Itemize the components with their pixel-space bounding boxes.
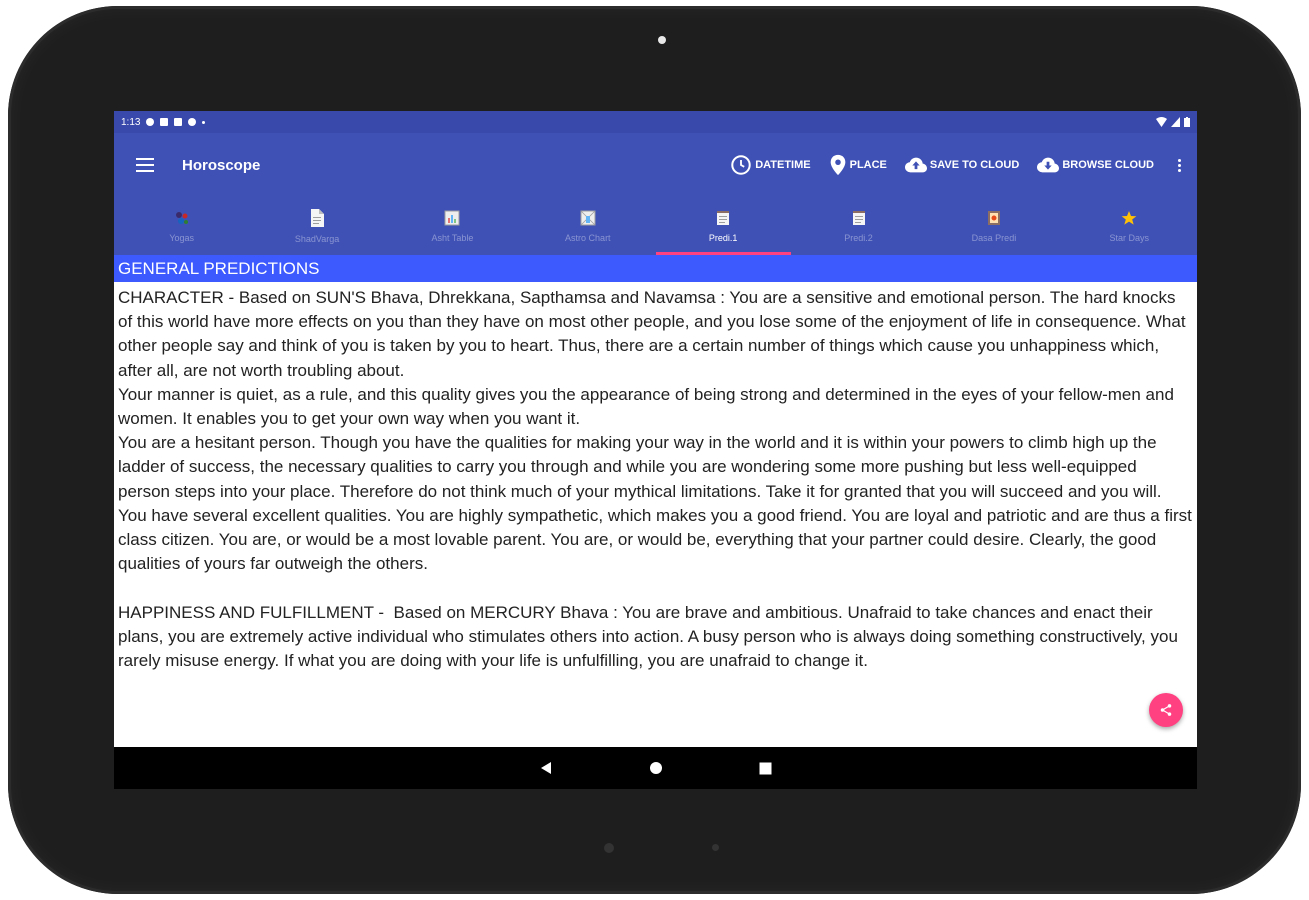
app-bar: [114, 133, 1197, 197]
status-bar: [114, 111, 1197, 133]
clock-icon: [730, 154, 752, 176]
menu-icon[interactable]: [136, 158, 154, 172]
predictions-content[interactable]: [114, 255, 1197, 747]
back-triangle-icon: [539, 761, 553, 775]
more-notifications-icon: [202, 121, 205, 124]
notepad-icon: [851, 210, 867, 226]
save-to-cloud-button[interactable]: [905, 157, 1019, 173]
tab-star-days[interactable]: [1062, 197, 1197, 255]
location-pin-icon: [829, 154, 847, 176]
tab-dasa-predi[interactable]: [926, 197, 1061, 255]
recents-square-icon: [759, 762, 772, 775]
place-button[interactable]: [829, 154, 887, 176]
document-icon: [309, 209, 325, 227]
tab-label: Star Days: [1109, 232, 1150, 243]
back-button[interactable]: [534, 756, 558, 780]
tab-label: Dasa Predi: [971, 232, 1017, 243]
battery-icon: [1184, 117, 1190, 127]
tab-label: ShadVarga: [294, 233, 340, 244]
save-to-cloud-label: SAVE TO CLOUD: [929, 159, 1020, 171]
tab-shadvarga[interactable]: [249, 197, 384, 255]
signal-icon: [1171, 117, 1180, 127]
section-header: GENERAL PREDICTIONS: [114, 255, 1197, 282]
table-chart-icon: [444, 210, 460, 226]
notification-icon: [160, 118, 168, 126]
book-icon: [986, 210, 1002, 226]
browse-cloud-label: BROWSE CLOUD: [1062, 159, 1154, 171]
device-screen: [114, 111, 1197, 789]
notification-icon: [188, 118, 196, 126]
notification-icon: [146, 118, 154, 126]
tab-asht-table[interactable]: [385, 197, 520, 255]
share-icon: [1159, 703, 1173, 717]
tab-bar: [114, 197, 1197, 255]
yogas-icon: [174, 210, 190, 226]
tab-label: Predi.2: [844, 232, 873, 243]
tab-yogas[interactable]: [114, 197, 249, 255]
astro-chart-icon: [580, 210, 596, 226]
share-button[interactable]: [1149, 693, 1183, 727]
place-label: PLACE: [849, 159, 887, 171]
browse-cloud-button[interactable]: [1037, 157, 1154, 173]
camera-dot: [658, 36, 666, 44]
tab-label: Astro Chart: [565, 232, 611, 243]
wifi-icon: [1156, 117, 1167, 127]
overflow-menu-icon[interactable]: [1178, 159, 1181, 172]
system-nav-bar: [114, 747, 1197, 789]
speaker-dot: [712, 844, 719, 851]
cloud-upload-icon: [905, 157, 927, 173]
cloud-download-icon: [1037, 157, 1059, 173]
notepad-icon: [715, 210, 731, 226]
home-circle-icon: [649, 761, 663, 775]
datetime-label: DATETIME: [755, 159, 811, 171]
notification-icon: [174, 118, 182, 126]
prediction-text: CHARACTER - Based on SUN'S Bhava, Dhrekkana, Sapthamsa and Navamsa : You are a sensitive and emotional person. The hard knocks of this world have more effects on you than they have on most other people, and you lose some of the enjoyment of life in consequence. What other people say and think of you is taken by you to heart. Thus, there are a certain number of things which cause you unhappiness which, after all, are not worth troubling about. Your manner is quiet, as a rule, and this quality gives you the appearance of being strong and determined in the eyes of your fellow-men and women. It enables you to get your own way when you want it. You are a hesitant person. Though you have the qualities for making your way in the world and it is within your powers to climb high up the ladder of success, the necessary qualities to carry you through and while you are wondering some more pushing but less well-equipped person steps into your place. Therefore do not think much of your mythical limitations. Take it for granted that you will succeed and you will. You have several excellent qualities. You are highly sympathetic, which makes you a good friend. You are loyal and patriotic and are thus a first class citizen. You are, or would be a most lovable parent. You are, or would be, everything that your partner could desire. Clearly, the good qualities of yours far outweigh the others. HAPPINESS AND FULFILLMENT - Based on MERCURY Bhava : You are brave and ambitious. Unafraid to take chances and enact their plans, you are extremely active individual who stimulates others into action. A busy person who is always doing something constructively, you rarely misuse energy. If what you are doing with your life is unfulfilling, you are unafraid to change it.: [118, 288, 1192, 671]
home-button[interactable]: [644, 756, 668, 780]
recents-button[interactable]: [754, 756, 778, 780]
app-title: Horoscope: [182, 156, 261, 174]
tab-predi-1[interactable]: [656, 197, 791, 255]
tab-label: Predi.1: [708, 232, 738, 243]
status-time: 1:13: [121, 116, 141, 128]
tab-label: Yogas: [169, 232, 195, 243]
star-icon: [1121, 210, 1137, 226]
tab-label: Asht Table: [431, 232, 474, 243]
datetime-button[interactable]: [730, 154, 810, 176]
speaker-dot: [604, 843, 614, 853]
tab-astro-chart[interactable]: [520, 197, 655, 255]
tab-predi-2[interactable]: [791, 197, 926, 255]
